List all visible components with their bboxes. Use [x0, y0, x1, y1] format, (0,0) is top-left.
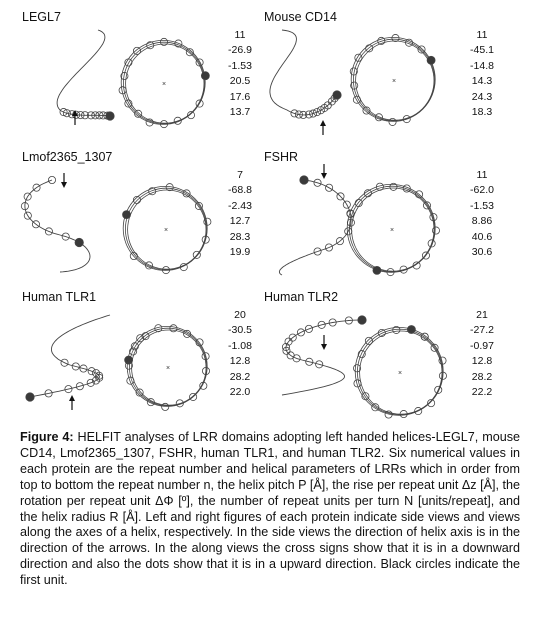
helix-side-curve [30, 315, 110, 397]
helix-radius: 22.0 [229, 386, 251, 399]
panel-title: Human TLR1 [22, 290, 97, 304]
helix-pitch: -62.0 [470, 184, 494, 197]
units-per-turn: 40.6 [471, 230, 493, 243]
axis-cross-icon: × [165, 365, 171, 372]
panel-human-tlr1 [0, 280, 268, 420]
helix-radius: 18.3 [471, 106, 493, 119]
rotation-per-unit: 12.8 [229, 355, 251, 368]
first-unit-marker [75, 238, 83, 246]
panel-legl7 [0, 0, 268, 140]
helix-parameters [464, 308, 500, 400]
helix-pitch: -68.8 [228, 184, 252, 197]
repeat-number: 21 [476, 309, 488, 321]
rise-per-unit: -2.43 [228, 199, 252, 212]
rotation-per-unit: 8.86 [471, 215, 493, 228]
first-unit-marker [201, 72, 209, 80]
first-unit-marker [106, 112, 114, 120]
figure-caption [20, 430, 520, 589]
first-unit-marker [358, 316, 366, 324]
rise-per-unit: -1.53 [228, 59, 252, 72]
direction-arrow-down-icon [61, 182, 67, 188]
helix-radius: 22.2 [471, 386, 493, 399]
repeat-unit-marker [389, 118, 396, 125]
rotation-per-unit: 12.8 [471, 355, 493, 368]
helix-pitch: -26.9 [228, 44, 252, 57]
helix-pitch: -27.2 [470, 324, 494, 337]
panel-title: LEGL7 [22, 10, 61, 24]
direction-arrow-down-icon [321, 173, 327, 179]
helix-radius: 30.6 [471, 246, 493, 259]
panel-title: FSHR [264, 150, 299, 164]
helix-radius: 13.7 [229, 106, 251, 119]
helix-side-curve [25, 180, 90, 272]
units-per-turn: 28.3 [229, 230, 251, 243]
panel-title: Human TLR2 [264, 290, 339, 304]
axis-cross-icon: × [397, 370, 403, 377]
panel-mouse-cd14 [242, 0, 510, 140]
helix-parameters [464, 168, 500, 260]
rotation-per-unit: 12.7 [229, 215, 251, 228]
axis-cross-icon: × [389, 227, 395, 234]
caption-label: Figure 4: [20, 430, 74, 444]
first-unit-marker [333, 91, 341, 99]
axis-cross-icon: × [391, 78, 397, 85]
repeat-unit-marker [358, 351, 365, 358]
units-per-turn: 24.3 [471, 90, 493, 103]
units-per-turn: 17.6 [229, 90, 251, 103]
helix-side-curve [279, 180, 351, 275]
direction-arrow-up-icon [320, 120, 326, 126]
panel-title: Lmof2365_1307 [22, 150, 113, 164]
repeat-unit-marker [162, 403, 169, 410]
panel-lmof2365 [0, 140, 268, 280]
first-unit-marker [123, 211, 131, 219]
panel-fshr [242, 140, 510, 280]
panel-human-tlr2 [242, 280, 510, 420]
direction-arrow-up-icon [69, 395, 75, 401]
helix-radius: 19.9 [229, 246, 251, 259]
first-unit-marker [300, 176, 308, 184]
helix-parameters [464, 28, 500, 120]
caption-text: HELFIT analyses of LRR domains adopting left handed helices-LEGL7, mouse CD14, Lmof2365_1307, FSHR, human TLR1, and human TLR2. Six numerical values in each protein are the repeat number and helical parameters of LRRs which in order from top to bottom the repeat number n, the helix pitch P [Å], the rise per repeat unit Δz [Å], the rotation per repeat unit ΔΦ [º], the number of repeat units per turn N [units/repeat], and the helix radius R [Å]. Left and right figures of each protein indicate side views and views along the axes of a helix, respectively. In the side views the direction of helix axis is in the direction of the arrows. In the along views the cross signs show that it is in a downward direction and also the dots show that it is in a upward direction. Black circles indicate the first unit. [20, 430, 520, 588]
first-unit-marker [373, 266, 381, 274]
rise-per-unit: -0.97 [470, 339, 494, 352]
rotation-per-unit: 14.3 [471, 75, 493, 88]
helix-pitch: -30.5 [228, 324, 252, 337]
repeat-number: 11 [476, 169, 488, 181]
axis-cross-icon: × [163, 227, 169, 234]
rise-per-unit: -1.53 [470, 199, 494, 212]
repeat-number: 7 [237, 169, 243, 181]
units-per-turn: 28.2 [471, 370, 493, 383]
rise-per-unit: -14.8 [470, 59, 494, 72]
repeat-number: 11 [476, 29, 488, 41]
helix-side-curve [57, 30, 110, 116]
repeat-number: 11 [234, 29, 246, 41]
first-unit-marker [427, 56, 435, 64]
rotation-per-unit: 20.5 [229, 75, 251, 88]
repeat-unit-marker [432, 227, 439, 234]
axis-cross-icon: × [161, 81, 167, 88]
units-per-turn: 28.2 [229, 370, 251, 383]
direction-arrow-down-icon [321, 344, 327, 350]
repeat-unit-marker [130, 348, 137, 355]
panel-title: Mouse CD14 [264, 10, 337, 24]
first-unit-marker [26, 393, 34, 401]
repeat-unit-marker [127, 377, 134, 384]
rise-per-unit: -1.08 [228, 339, 252, 352]
helix-pitch: -45.1 [470, 44, 494, 57]
repeat-number: 20 [234, 309, 246, 321]
repeat-unit-marker [365, 337, 372, 344]
